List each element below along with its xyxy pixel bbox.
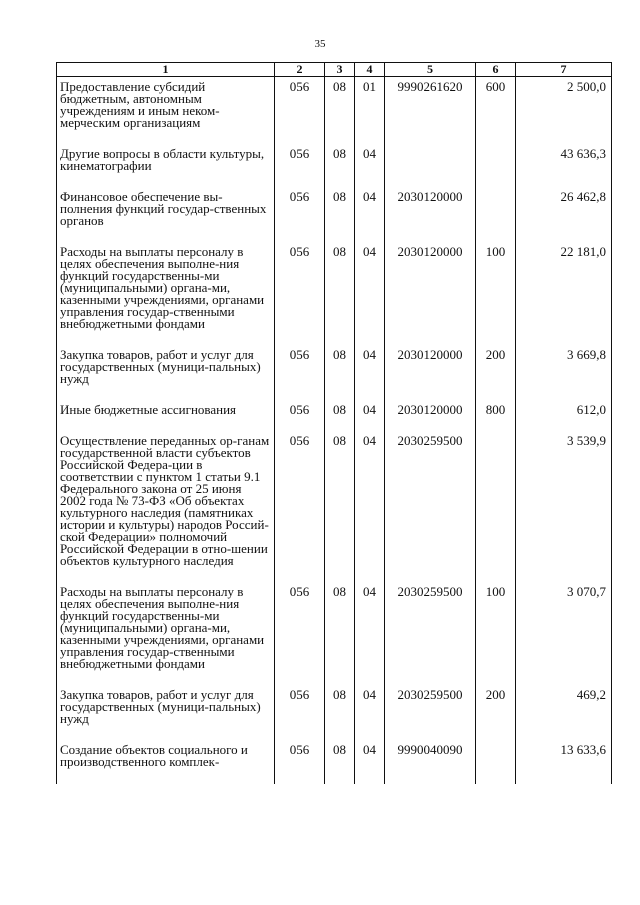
cell-col5: 9990261620 xyxy=(385,77,476,149)
cell-col4: 04 xyxy=(355,349,385,404)
cell-col4: 04 xyxy=(355,435,385,586)
cell-col4: 04 xyxy=(355,586,385,689)
table-row xyxy=(57,404,612,435)
header-cell: 4 xyxy=(355,63,385,77)
cell-col2: 056 xyxy=(275,148,325,191)
cell-col5: 2030259500 xyxy=(385,586,476,689)
cell-col7: 13 633,6 xyxy=(516,744,612,784)
cell-col4: 04 xyxy=(355,191,385,246)
table-row xyxy=(57,77,612,149)
cell-col2: 056 xyxy=(275,586,325,689)
cell-col6: 600 xyxy=(476,77,516,149)
cell-col3: 08 xyxy=(325,435,355,586)
header-row xyxy=(57,63,612,77)
table-row xyxy=(57,744,612,784)
cell-col2: 056 xyxy=(275,689,325,744)
table-row xyxy=(57,435,612,586)
row-description: Финансовое обеспечение вы-полнения функций государ-ственных органов xyxy=(57,191,275,246)
table-row xyxy=(57,246,612,349)
cell-col6: 200 xyxy=(476,349,516,404)
cell-col6 xyxy=(476,148,516,191)
cell-col5 xyxy=(385,148,476,191)
table-row xyxy=(57,191,612,246)
cell-col3: 08 xyxy=(325,77,355,149)
cell-col5: 2030120000 xyxy=(385,191,476,246)
cell-col5: 2030120000 xyxy=(385,246,476,349)
cell-col7: 469,2 xyxy=(516,689,612,744)
cell-col4: 04 xyxy=(355,148,385,191)
cell-col3: 08 xyxy=(325,744,355,784)
budget-table-container xyxy=(56,62,611,784)
cell-col7: 3 539,9 xyxy=(516,435,612,586)
row-description: Создание объектов социального и производственного комплек- xyxy=(57,744,275,784)
cell-col5: 2030120000 xyxy=(385,404,476,435)
row-description: Осуществление переданных ор-ганам государственной власти субъектов Российской Федера-ции в соответствии с пунктом 1 статьи 9.1 Федерального закона от 25 июня 2002 года № 73-ФЗ «Об объектах культурного наследия (памятниках истории и культуры) народов Россий-ской Федерации» полномочий Российской Федерации в отно-шении объектов культурного наследия xyxy=(57,435,275,586)
header-cell: 7 xyxy=(516,63,612,77)
cell-col3: 08 xyxy=(325,404,355,435)
cell-col6: 800 xyxy=(476,404,516,435)
row-description: Предоставление субсидий бюджетным, автономным учреждениям и иным неком-мерческим организациям xyxy=(57,77,275,149)
cell-col3: 08 xyxy=(325,246,355,349)
header-cell: 6 xyxy=(476,63,516,77)
cell-col4: 04 xyxy=(355,246,385,349)
header-cell: 3 xyxy=(325,63,355,77)
cell-col7: 26 462,8 xyxy=(516,191,612,246)
table-row xyxy=(57,689,612,744)
cell-col2: 056 xyxy=(275,77,325,149)
cell-col3: 08 xyxy=(325,586,355,689)
cell-col4: 04 xyxy=(355,689,385,744)
cell-col5: 2030120000 xyxy=(385,349,476,404)
cell-col6: 100 xyxy=(476,586,516,689)
table-row xyxy=(57,148,612,191)
page-number: 35 xyxy=(314,38,326,50)
row-description: Закупка товаров, работ и услуг для государственных (муници-пальных) нужд xyxy=(57,689,275,744)
cell-col2: 056 xyxy=(275,744,325,784)
cell-col7: 3 669,8 xyxy=(516,349,612,404)
cell-col7: 612,0 xyxy=(516,404,612,435)
row-description: Расходы на выплаты персоналу в целях обеспечения выполне-ния функций государственны-ми (муниципальными) органа-ми, казенными учреждениями, органами управления государ-ственными внебюджетными фондами xyxy=(57,586,275,689)
cell-col7: 2 500,0 xyxy=(516,77,612,149)
cell-col4: 04 xyxy=(355,744,385,784)
cell-col7: 3 070,7 xyxy=(516,586,612,689)
cell-col2: 056 xyxy=(275,191,325,246)
cell-col3: 08 xyxy=(325,349,355,404)
cell-col3: 08 xyxy=(325,689,355,744)
cell-col6 xyxy=(476,435,516,586)
cell-col2: 056 xyxy=(275,349,325,404)
cell-col6: 200 xyxy=(476,689,516,744)
cell-col2: 056 xyxy=(275,404,325,435)
table-row xyxy=(57,349,612,404)
cell-col2: 056 xyxy=(275,246,325,349)
cell-col6: 100 xyxy=(476,246,516,349)
row-description: Другие вопросы в области культуры, кинематографии xyxy=(57,148,275,191)
cell-col3: 08 xyxy=(325,148,355,191)
cell-col5: 2030259500 xyxy=(385,435,476,586)
cell-col5: 2030259500 xyxy=(385,689,476,744)
header-cell: 5 xyxy=(385,63,476,77)
cell-col4: 01 xyxy=(355,77,385,149)
row-description: Иные бюджетные ассигнования xyxy=(57,404,275,435)
table-row xyxy=(57,586,612,689)
row-description: Расходы на выплаты персоналу в целях обеспечения выполне-ния функций государственны-ми (муниципальными) органа-ми, казенными учреждениями, органами управления государ-ственными внебюджетными фондами xyxy=(57,246,275,349)
header-cell: 1 xyxy=(57,63,275,77)
cell-col3: 08 xyxy=(325,191,355,246)
cell-col5: 9990040090 xyxy=(385,744,476,784)
cell-col7: 43 636,3 xyxy=(516,148,612,191)
header-cell: 2 xyxy=(275,63,325,77)
row-description: Закупка товаров, работ и услуг для государственных (муници-пальных) нужд xyxy=(57,349,275,404)
cell-col4: 04 xyxy=(355,404,385,435)
budget-table xyxy=(56,62,612,784)
cell-col6 xyxy=(476,191,516,246)
cell-col6 xyxy=(476,744,516,784)
cell-col2: 056 xyxy=(275,435,325,586)
cell-col7: 22 181,0 xyxy=(516,246,612,349)
